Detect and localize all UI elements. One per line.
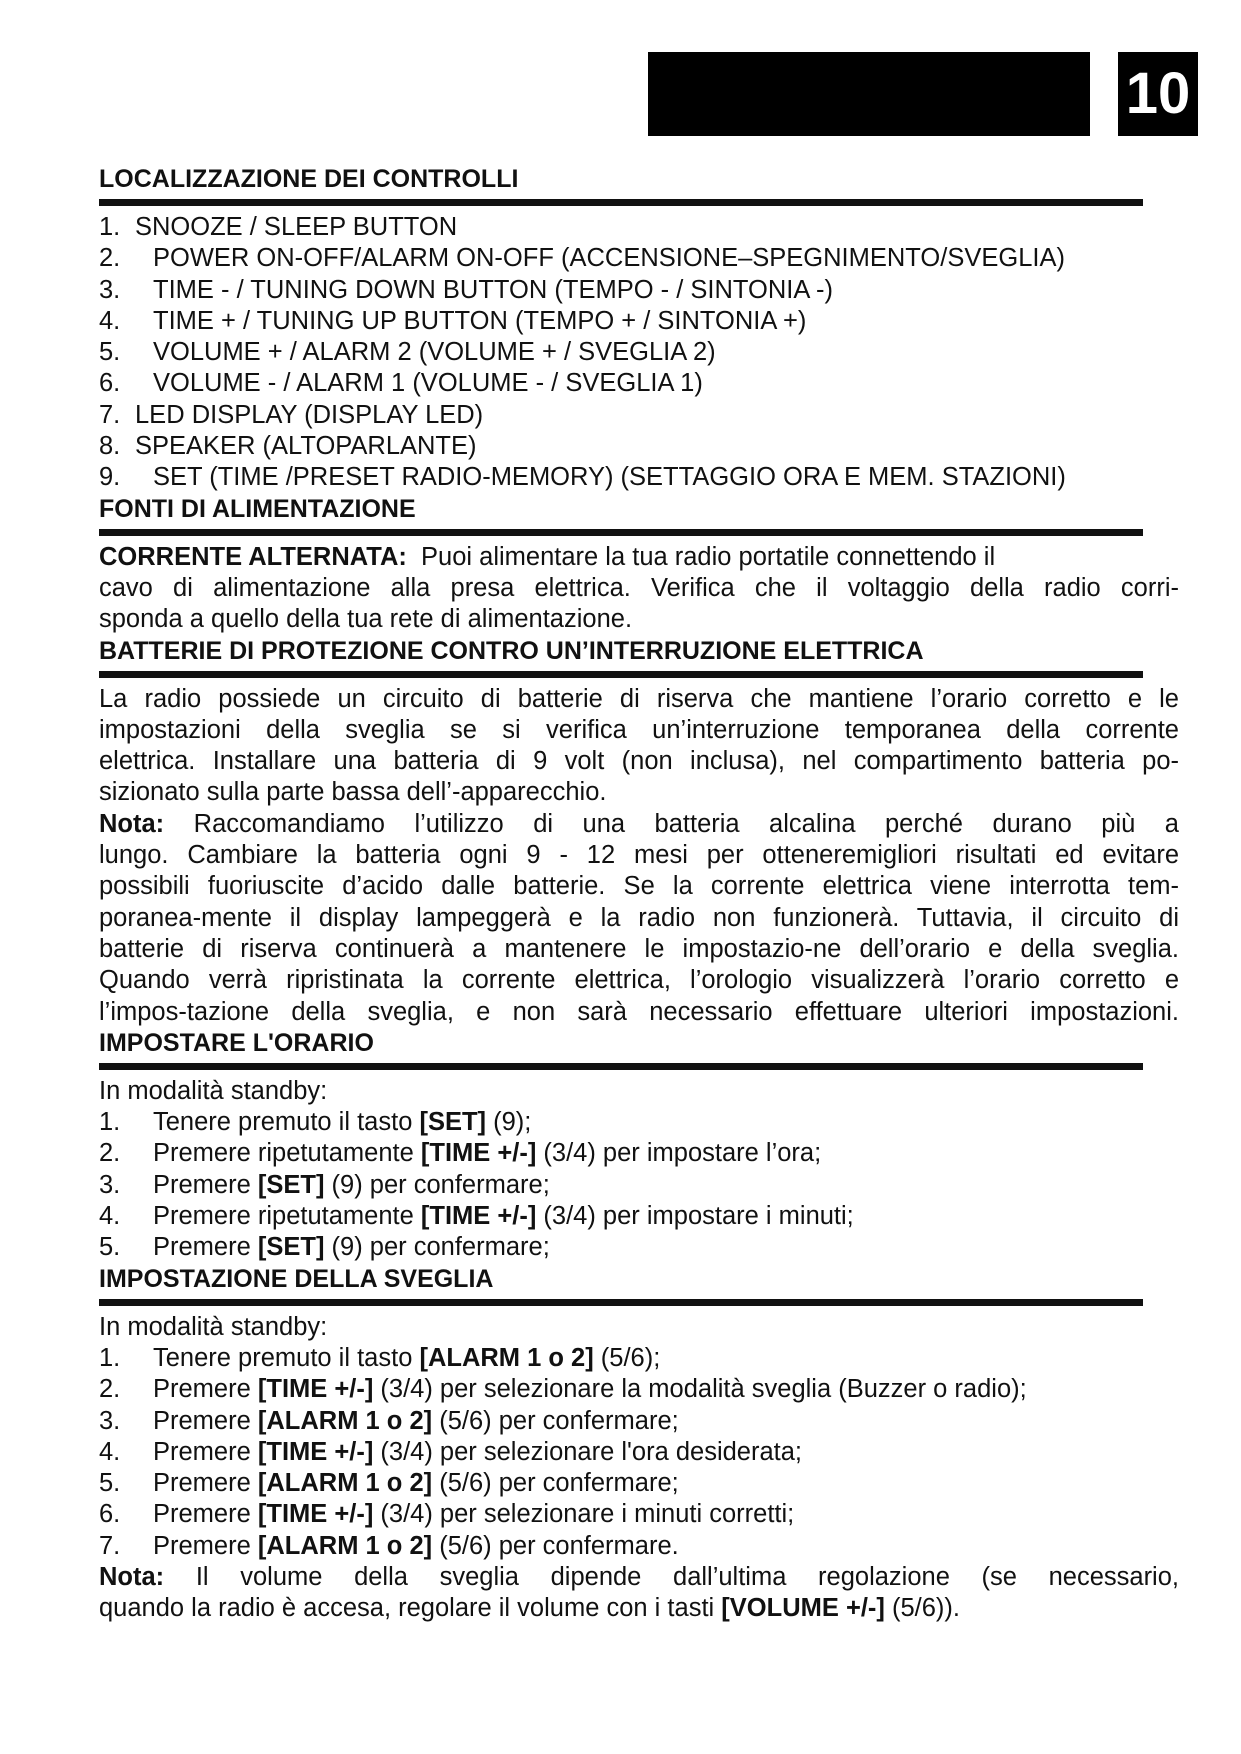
list-item: 4. Premere ripetutamente [TIME +/-] (3/4) per impostare i minuti; — [99, 1202, 854, 1231]
list-item: 4. Premere [TIME +/-] (3/4) per selezionare l'ora desiderata; — [99, 1437, 803, 1466]
heading-time: IMPOSTARE L'ORARIO — [99, 1028, 1143, 1070]
list-item: 7. Premere [ALARM 1 o 2] (5/6) per confermare. — [99, 1531, 679, 1560]
heading-controls: LOCALIZZAZIONE DEI CONTROLLI — [99, 164, 1143, 206]
list-item: 4. TIME + / TUNING UP BUTTON (TEMPO + / SINTONIA +) — [99, 306, 807, 335]
header-bar — [648, 52, 1090, 136]
list-item: 6. VOLUME - / ALARM 1 (VOLUME - / SVEGLIA 1) — [99, 369, 703, 398]
list-item: 7. LED DISPLAY (DISPLAY LED) — [99, 400, 484, 429]
list-item: 1. Tenere premuto il tasto [SET] (9); — [99, 1108, 532, 1137]
battery-note: Nota: Raccomandiamo l’utilizzo di una batteria alcalina perché durano più a — [99, 809, 1179, 838]
battery-paragraph: La radio possiede un circuito di batterie di riserva che mantiene l’orario corretto e le impostazioni della sveglia se si verifica un’interruzione temporanea della corrente elettrica. Installare una batteria di 9 volt (non inclusa), nel compartimento batteria po- sizionato sulla parte bassa dell’-apparecchio. Nota: Raccomandiamo l’utilizzo di una batteria alcalina perché durano più a lungo. Cambiare la batteria ogni 9 - 12 mesi per otteneremigliori risultati ed evitare possibili fuoriuscite d’acido dalle batterie. Se la corrente elettrica viene interrotta tem- poranea-mente il display lampeggerà e la radio non funzionerà. Tuttavia, il circuito di batterie di riserva continuerà a mantenere le impostazio-ne dell’orario e della sveglia. Quando verrà ripristinata la corrente elettrica, l’orologio visualizzerà l’orario corretto e l’impos-tazione della sveglia, e non sarà necessario effettuare ulteriori impostazioni. — [99, 684, 1179, 1026]
list-item: 1. Tenere premuto il tasto [ALARM 1 o 2] (5/6); — [99, 1343, 661, 1372]
heading-alarm: IMPOSTAZIONE DELLA SVEGLIA — [99, 1264, 1143, 1306]
power-paragraph: CORRENTE ALTERNATA: Puoi alimentare la tua radio portatile connettendo il cavo di alimentazione alla presa elettrica. Verifica che il voltaggio della radio corri- sponda a quello della tua rete di alimentazione. — [99, 542, 1179, 634]
heading-battery: BATTERIE DI PROTEZIONE CONTRO UN’INTERRUZIONE ELETTRICA — [99, 636, 1143, 678]
power-label: CORRENTE ALTERNATA: — [99, 542, 407, 571]
list-item: 1. SNOOZE / SLEEP BUTTON — [99, 213, 458, 241]
list-item: 2. Premere [TIME +/-] (3/4) per selezionare la modalità sveglia (Buzzer o radio); — [99, 1375, 1027, 1404]
list-item: 2. Premere ripetutamente [TIME +/-] (3/4) per impostare l’ora; — [99, 1139, 822, 1168]
list-item: 5. Premere [SET] (9) per confermare; — [99, 1233, 550, 1262]
time-steps: In modalità standby: 1. Tenere premuto il tasto [SET] (9); 2. Premere ripetutamente [TIME +/-] (3/4) per impostare l’ora; 3. Premere [SET] (9) per confermare; 4. Premere ripetutamente [TIME +/-] (3/4) per impostare i minuti; 5. Premere [SET] (9) per confermare; — [99, 1076, 1179, 1264]
list-item: 8. SPEAKER (ALTOPARLANTE) — [99, 432, 477, 461]
list-item: 5. VOLUME + / ALARM 2 (VOLUME + / SVEGLIA 2) — [99, 338, 716, 367]
list-item: 3. TIME - / TUNING DOWN BUTTON (TEMPO - / SINTONIA -) — [99, 275, 833, 304]
page-number: 10 — [1118, 52, 1198, 136]
list-item: 9. SET (TIME /PRESET RADIO-MEMORY) (SETTAGGIO ORA E MEM. STAZIONI) — [99, 463, 1066, 492]
list-item: 2. POWER ON-OFF/ALARM ON-OFF (ACCENSIONE–SPEGNIMENTO/SVEGLIA) — [99, 244, 1065, 273]
alarm-steps: In modalità standby: 1. Tenere premuto il tasto [ALARM 1 o 2] (5/6); 2. Premere [TIME +/-] (3/4) per selezionare la modalità sveglia (Buzzer o radio); 3. Premere [ALARM 1 o 2] (5/6) per confermare; 4. Premere [TIME +/-] (3/4) per selezionare l'ora desiderata; 5. Premere [ALARM 1 o 2] (5/6) per confermare; 6. Premere [TIME +/-] (3/4) per selezionare i minuti corretti; 7. Premere [ALARM 1 o 2] (5/6) per confermare. Nota: Il volume della sveglia dipende dall’ultima regolazione (se necessario, quando la radio è accesa, regolare il volume con i tasti [VOLUME +/-] (5/6)). — [99, 1312, 1179, 1625]
list-item: 3. Premere [SET] (9) per confermare; — [99, 1170, 550, 1199]
list-item: 5. Premere [ALARM 1 o 2] (5/6) per confermare; — [99, 1469, 679, 1498]
alarm-note: Nota: Il volume della sveglia dipende dall’ultima regolazione (se necessario, quando la radio è accesa, regolare il volume con i tasti [VOLUME +/-] (5/6)). — [99, 1562, 1179, 1623]
controls-list — [99, 212, 1179, 494]
page-content — [99, 164, 1179, 1625]
heading-power: FONTI DI ALIMENTAZIONE — [99, 494, 1143, 536]
list-item: 3. Premere [ALARM 1 o 2] (5/6) per confermare; — [99, 1406, 679, 1435]
list-item: 6. Premere [TIME +/-] (3/4) per selezionare i minuti corretti; — [99, 1500, 795, 1529]
